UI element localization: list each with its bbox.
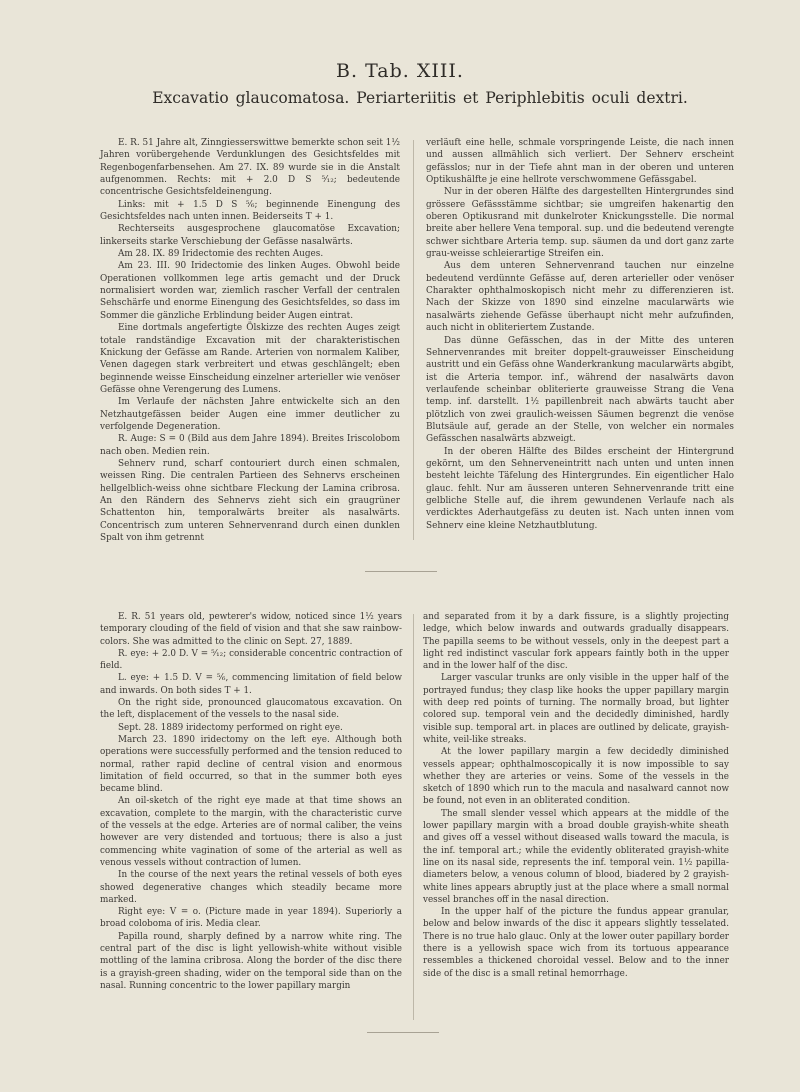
paragraph: L. eye: + 1.5 D. V = ⁵⁄₆, commencing limitation of field below and inwards. On both sides T + 1. <box>100 673 402 696</box>
paragraph: Im Verlaufe der nächsten Jahre entwickelte sich an den Netzhautgefässen beider Augen eine immer deutlicher zu verfolgende Degeneration. <box>100 397 400 432</box>
plate-title: B. Tab. XIII. <box>336 60 464 82</box>
paragraph: Nur in der oberen Hälfte des dargestellten Hintergrundes sind grössere Gefässstämme sichtbar; sie umgreifen hakenartig den oberen Optikusrand mit dunkelroter Knickungsstelle. Die normal breite aber hellere Vena temporal. sup. und die bedeutend verengte schwer sichtbare Arteria temp. sup. säumen da und dort ganz zarte grau-weisse schleierartige Streifen ein. <box>426 187 734 260</box>
paragraph: Am 28. IX. 89 Iridectomie des rechten Auges. <box>118 249 324 260</box>
paragraph: In der oberen Hälfte des Bildes erscheint der Hintergrund gekörnt, um den Sehnerveneintritt nach unten und unten innen besteht leichte Täfelung des Hintergrundes. Ein eigentlicher Halo glauc. fehlt. Nur am äusseren unteren Sehnervenrande tritt eine gelbliche Stelle auf, die ihrem gewundenen Verlaufe nach als verdicktes Aderhautgefäss zu deuten ist. Nach unten innen vom Sehnerv eine kleine Netzhautblutung. <box>426 446 734 531</box>
paragraph: E. R. 51 years old, pewterer's widow, noticed since 1½ years temporary clouding of the field of vision and that she saw rainbow-colors. She was admitted to the clinic on Sept. 27, 1889. <box>100 612 402 647</box>
paragraph: An oil-sketch of the right eye made at that time shows an excavation, complete to the margin, with the characteristic curve of the vessels at the edge. Arteries are of normal caliber, the veins however are very distended and tortuous; there is also a just commencing white vagination of some of the arterial as well as venous vessels without contraction of lumen. <box>100 796 402 868</box>
paragraph: Eine dortmals angefertigte Ölskizze des rechten Auges zeigt totale randständige Excavation mit der charakteristischen Knickung der Gefässe am Rande. Arterien von normalem Kaliber, Venen dagegen stark verbreitert und etwas geschlängelt; eben beginnende weisse Einscheidung einzelner arterieller wie venöser Gefässe ohne Verengerung des Lumens. <box>100 323 400 395</box>
paragraph: Am 23. III. 90 Iridectomie des linken Auges. Obwohl beide Operationen vollkommen lege artis gemacht und der Druck normalisiert worden war, ziemlich rascher Verfall der centralen Sehschärfe und enorme Einengung des Gesichtsfeldes, so dass im Sommer die gänzliche Erblindung beider Augen eintrat. <box>100 261 400 321</box>
german-text-left-column <box>100 137 400 544</box>
column-divider <box>413 614 414 1020</box>
paragraph: On the right side, pronounced glaucomatous excavation. On the left, displacement of the vessels to the nasal side. <box>100 698 402 721</box>
paragraph: Das dünne Gefässchen, das in der Mitte des unteren Sehnervenrandes mit breiter doppelt-grauweisser Einscheidung austritt und ein Gefäss ohne Wanderkrankung macularwärts abgibt, ist die Arteria tempor. inf., während der nasalwärts davon verlaufende scheinbar obliterierte grauweisse Strang die Vena temp. inf. darstellt. 1½ papillenbreit nach abwärts taucht aber plötzlich von zwei graulich-weissen Säumen begrenzt die venöse Blutsäule auf, gerade an der Stelle, von welcher ein normales Gefässchen nasalwärts abzweigt. <box>426 335 734 445</box>
paragraph: R. eye: + 2.0 D. V = ⁵⁄₁₂; considerable concentric contraction of field. <box>100 648 402 672</box>
paragraph: In the upper half of the picture the fundus appear granular, below and below inwards of the disc it appears slightly tesselated. There is no true halo glauc. Only at the lower outer papillary border there is a yellowish space wich from its tortuous appearance ressembles a thickened choroidal vessel. Below and to the inner side of the disc is a small retinal hemorrhage. <box>423 907 729 979</box>
paragraph: In the course of the next years the retinal vessels of both eyes showed degenerative changes which steadily became more marked. <box>100 870 402 905</box>
paragraph: Rechterseits ausgesprochene glaucomatöse Excavation; linkerseits starke Verschiebung der Gefässe nasalwärts. <box>100 224 400 247</box>
english-text-left-column <box>100 611 402 992</box>
paragraph: March 23. 1890 iridectomy on the left eye. Although both operations were successfully performed and the tension reduced to normal, rather rapid decline of central vision and enormous limitation of field occurred, so that in the summer both eyes became blind. <box>100 734 402 795</box>
paragraph: Aus dem unteren Sehnervenrand tauchen nur einzelne bedeutend verdünnte Gefässe auf, deren arterieller oder venöser Charakter ophthalmoskopisch nicht mehr zu differenzieren ist. Nach der Skizze von 1890 sind einzelne macularwärts wie nasalwärts ziehende Gefässe überhaupt nicht mehr aufzufinden, auch nicht in obliteriertem Zustande. <box>426 261 734 334</box>
section-divider <box>365 571 437 572</box>
paragraph: At the lower papillary margin a few decidedly diminished vessels appear; ophthalmoscopically it is now impossible to say whether they are arteries or veins. Some of the vessels in the sketch of 1890 which run to the macula and nasalward cannot now be found, not even in an obliterated condition. <box>423 747 729 807</box>
paragraph: Right eye: V = o. (Picture made in year 1894). Superiorly a broad coloboma of iris. Media clear. <box>100 907 402 930</box>
paragraph: Sept. 28. 1889 iridectomy performed on right eye. <box>118 722 343 733</box>
column-divider <box>413 140 414 540</box>
english-text-right-column <box>423 611 729 980</box>
paragraph: Links: mit + 1.5 D S ⁵⁄₆; beginnende Einengung des Gesichtsfeldes nach unten innen. Beiderseits T + 1. <box>100 199 400 223</box>
paragraph: Larger vascular trunks are only visible in the upper half of the portrayed fundus; they clasp like hooks the upper papillary margin with deep red points of turning. The normally broad, but lighter colored sup. temporal vein and the decidedly diminished, hardly visible sup. temporal art. in places are outlined by delicate, grayish-white, veil-like streaks. <box>423 673 729 745</box>
paragraph: Papilla round, sharply defined by a narrow white ring. The central part of the disc is light yellowish-white without visible mottling of the lamina cribrosa. Along the border of the disc there is a grayish-green shading, wider on the temporal side than on the nasal. Running concentric to the lower papillary margin <box>100 931 402 991</box>
plate-subtitle: Excavatio glaucomatosa. Periarteriitis et Periphlebitis oculi dextri. <box>152 89 688 107</box>
paragraph: verläuft eine helle, schmale vorspringende Leiste, die nach innen und aussen allmählich sich verliert. Der Sehnerv erscheint gefässlos; nur in der Tiefe ahnt man in der oberen und unteren Optikushälfte je eine hellrote verschwommene Gefässgabel. <box>426 138 734 186</box>
section-divider <box>367 1032 439 1033</box>
paragraph: R. Auge: S = 0 (Bild aus dem Jahre 1894). Breites Iriscolobom nach oben. Medien rein. <box>100 434 400 457</box>
paragraph: and separated from it by a dark fissure, is a slightly projecting ledge, which below inwards and outwards gradually disappears. The papilla seems to be without vessels, only in the deepest part a light red indistinct vascular fork appears faintly both in the upper and in the lower half of the disc. <box>423 612 729 672</box>
paragraph: Sehnerv rund, scharf contouriert durch einen schmalen, weissen Ring. Die centralen Partieen des Sehnervs erscheinen hellgelblich-weiss ohne sichtbare Fleckung der Lamina cribrosa. An den Rändern des Sehnervs zieht sich ein graugrüner Schattenton hin, temporalwärts breiter als nasalwärts. Concentrisch zum unteren Sehnervenrand durch einen dunklen Spalt von ihm getrennt <box>100 458 400 543</box>
paragraph: The small slender vessel which appears at the middle of the lower papillary margin with a broad double grayish-white sheath and gives off a vessel without diseased walls toward the macula, is the inf. temporal art.; while the evidently obliterated grayish-white line on its nasal side, represents the inf. temporal vein. 1½ papilla-diameters below, a venous column of blood, biadered by 2 grayish-white lines appears abruptly just at the place where a small normal vessel branches off in the nasal direction. <box>423 808 729 905</box>
german-text-right-column <box>426 137 734 532</box>
paragraph: E. R. 51 Jahre alt, Zinngiesserswittwe bemerkte schon seit 1½ Jahren vorübergehende Verdunklungen des Gesichtsfeldes mit Regenbogenfarbensehen. Am 27. IX. 89 wurde sie in die Anstalt aufgenommen. Rechts: mit + 2.0 D S ⁵⁄₁₂; bedeutende concentrische Gesichtsfeldeinengung. <box>100 138 400 198</box>
